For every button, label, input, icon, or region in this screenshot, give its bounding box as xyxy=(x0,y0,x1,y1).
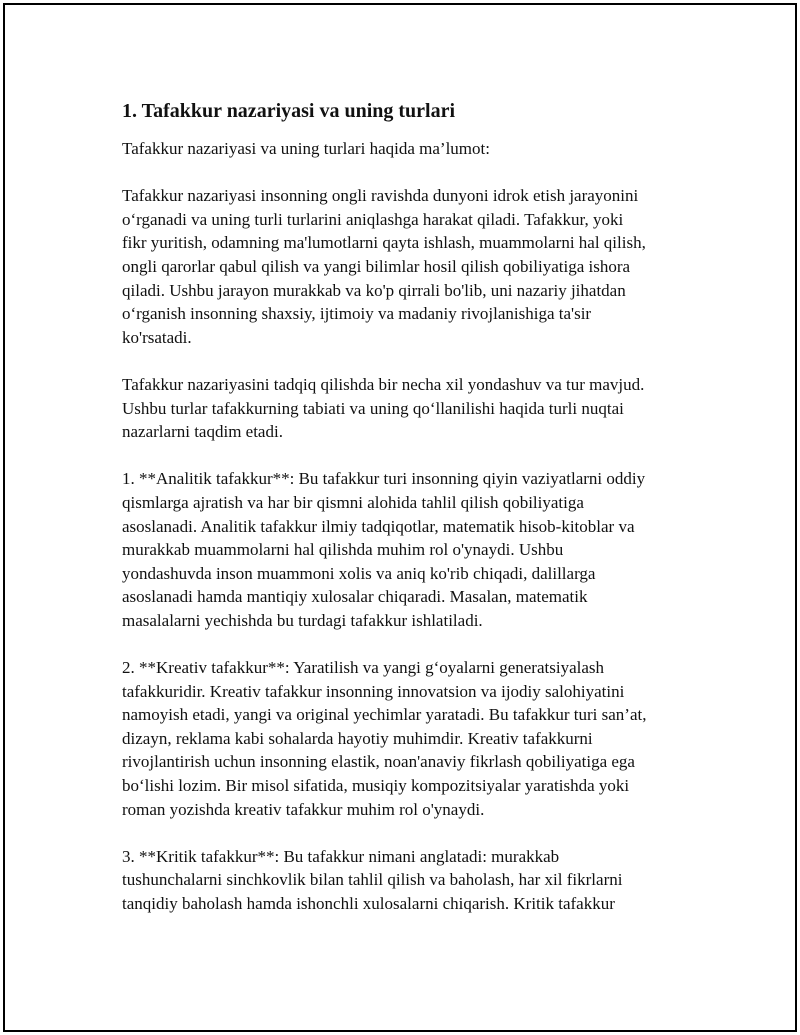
text-line: tanqidiy baholash hamda ishonchli xulosalarni chiqarish. Kritik tafakkur xyxy=(122,894,615,913)
text-line: o‘rganish insonning shaxsiy, ijtimoiy va madaniy rivojlanishiga ta'sir xyxy=(122,304,592,324)
paragraph xyxy=(122,373,702,444)
page-title: 1. Tafakkur nazariyasi va uning turlari xyxy=(122,100,456,122)
text-line: qismlarga ajratish va har bir qismni alohida tahlil qilish qobiliyatiga xyxy=(122,492,584,512)
text-line: ongli qarorlar qabul qilish va yangi bilimlar hosil qilish qobiliyatiga ishora xyxy=(122,256,631,276)
text-line: tushunchalarni sinchkovlik bilan tahlil qilish va baholash, har xil fikrlarni xyxy=(122,870,623,890)
text-line: qiladi. Ushbu jarayon murakkab va ko'p qirrali bo'lib, uni nazariy jihatdan xyxy=(122,280,626,300)
text-line: asoslanadi hamda mantiqiy xulosalar chiqaradi. Masalan, matematik xyxy=(122,587,588,607)
text-line: Tafakkur nazariyasi insonning ongli ravishda dunyoni idrok etish jarayonini xyxy=(122,186,639,206)
text-line: namoyish etadi, yangi va original yechimlar yaratadi. Bu tafakkur turi san’at, xyxy=(122,705,647,725)
text-line: Tafakkur nazariyasini tadqiq qilishda bir necha xil yondashuv va tur mavjud. xyxy=(122,374,645,394)
paragraph-list xyxy=(122,137,702,916)
document-body xyxy=(122,97,702,939)
text-line: roman yozishda kreativ tafakkur muhim rol o'ynaydi. xyxy=(122,799,485,819)
text-line: ko'rsatadi. xyxy=(122,327,192,347)
text-line: yondashuvda inson muammoni xolis va aniq ko'rib chiqadi, dalillarga xyxy=(122,563,596,583)
text-line: dizayn, reklama kabi sohalarda hayotiy muhimdir. Kreativ tafakkurni xyxy=(122,728,593,748)
text-line: murakkab muammolarni hal qilishda muhim rol o'ynaydi. Ushbu xyxy=(122,540,564,560)
text-line: masalalarni yechishda bu turdagi tafakkur ishlatiladi. xyxy=(122,610,483,630)
text-line: 1. **Analitik tafakkur**: Bu tafakkur turi insonning qiyin vaziyatlarni oddiy xyxy=(122,469,646,489)
text-line: 2. **Kreativ tafakkur**: Yaratilish va yangi g‘oyalarni generatsiyalash xyxy=(122,658,605,678)
text-line: tafakkuridir. Kreativ tafakkur insonning innovatsion va ijodiy salohiyatini xyxy=(122,681,625,701)
text-line: nazarlarni taqdim etadi. xyxy=(122,422,283,442)
paragraph xyxy=(122,845,702,916)
text-line: bo‘lishi lozim. Bir misol sifatida, musiqiy kompozitsiyalar yaratishda yoki xyxy=(122,776,630,796)
paragraph xyxy=(122,184,702,349)
paragraph xyxy=(122,656,702,821)
text-line: o‘rganadi va uning turli turlarini aniqlashga harakat qiladi. Tafakkur, yoki xyxy=(122,209,624,229)
text-line: Ushbu turlar tafakkurning tabiati va uning qo‘llanilishi haqida turli nuqtai xyxy=(122,398,624,418)
page-frame xyxy=(3,3,797,1032)
text-line: fikr yuritish, odamning ma'lumotlarni qayta ishlash, muammolarni hal qilish, xyxy=(122,233,646,253)
paragraph xyxy=(122,137,702,161)
paragraph xyxy=(122,467,702,632)
text-line: rivojlantirish uchun insonning elastik, noan'anaviy fikrlash qobiliyatiga ega xyxy=(122,752,635,772)
text-line: Tafakkur nazariyasi va uning turlari haqida ma’lumot: xyxy=(122,139,490,158)
text-line: asoslanadi. Analitik tafakkur ilmiy tadqiqotlar, matematik hisob-kitoblar va xyxy=(122,516,635,536)
text-line: 3. **Kritik tafakkur**: Bu tafakkur nimani anglatadi: murakkab xyxy=(122,846,560,866)
